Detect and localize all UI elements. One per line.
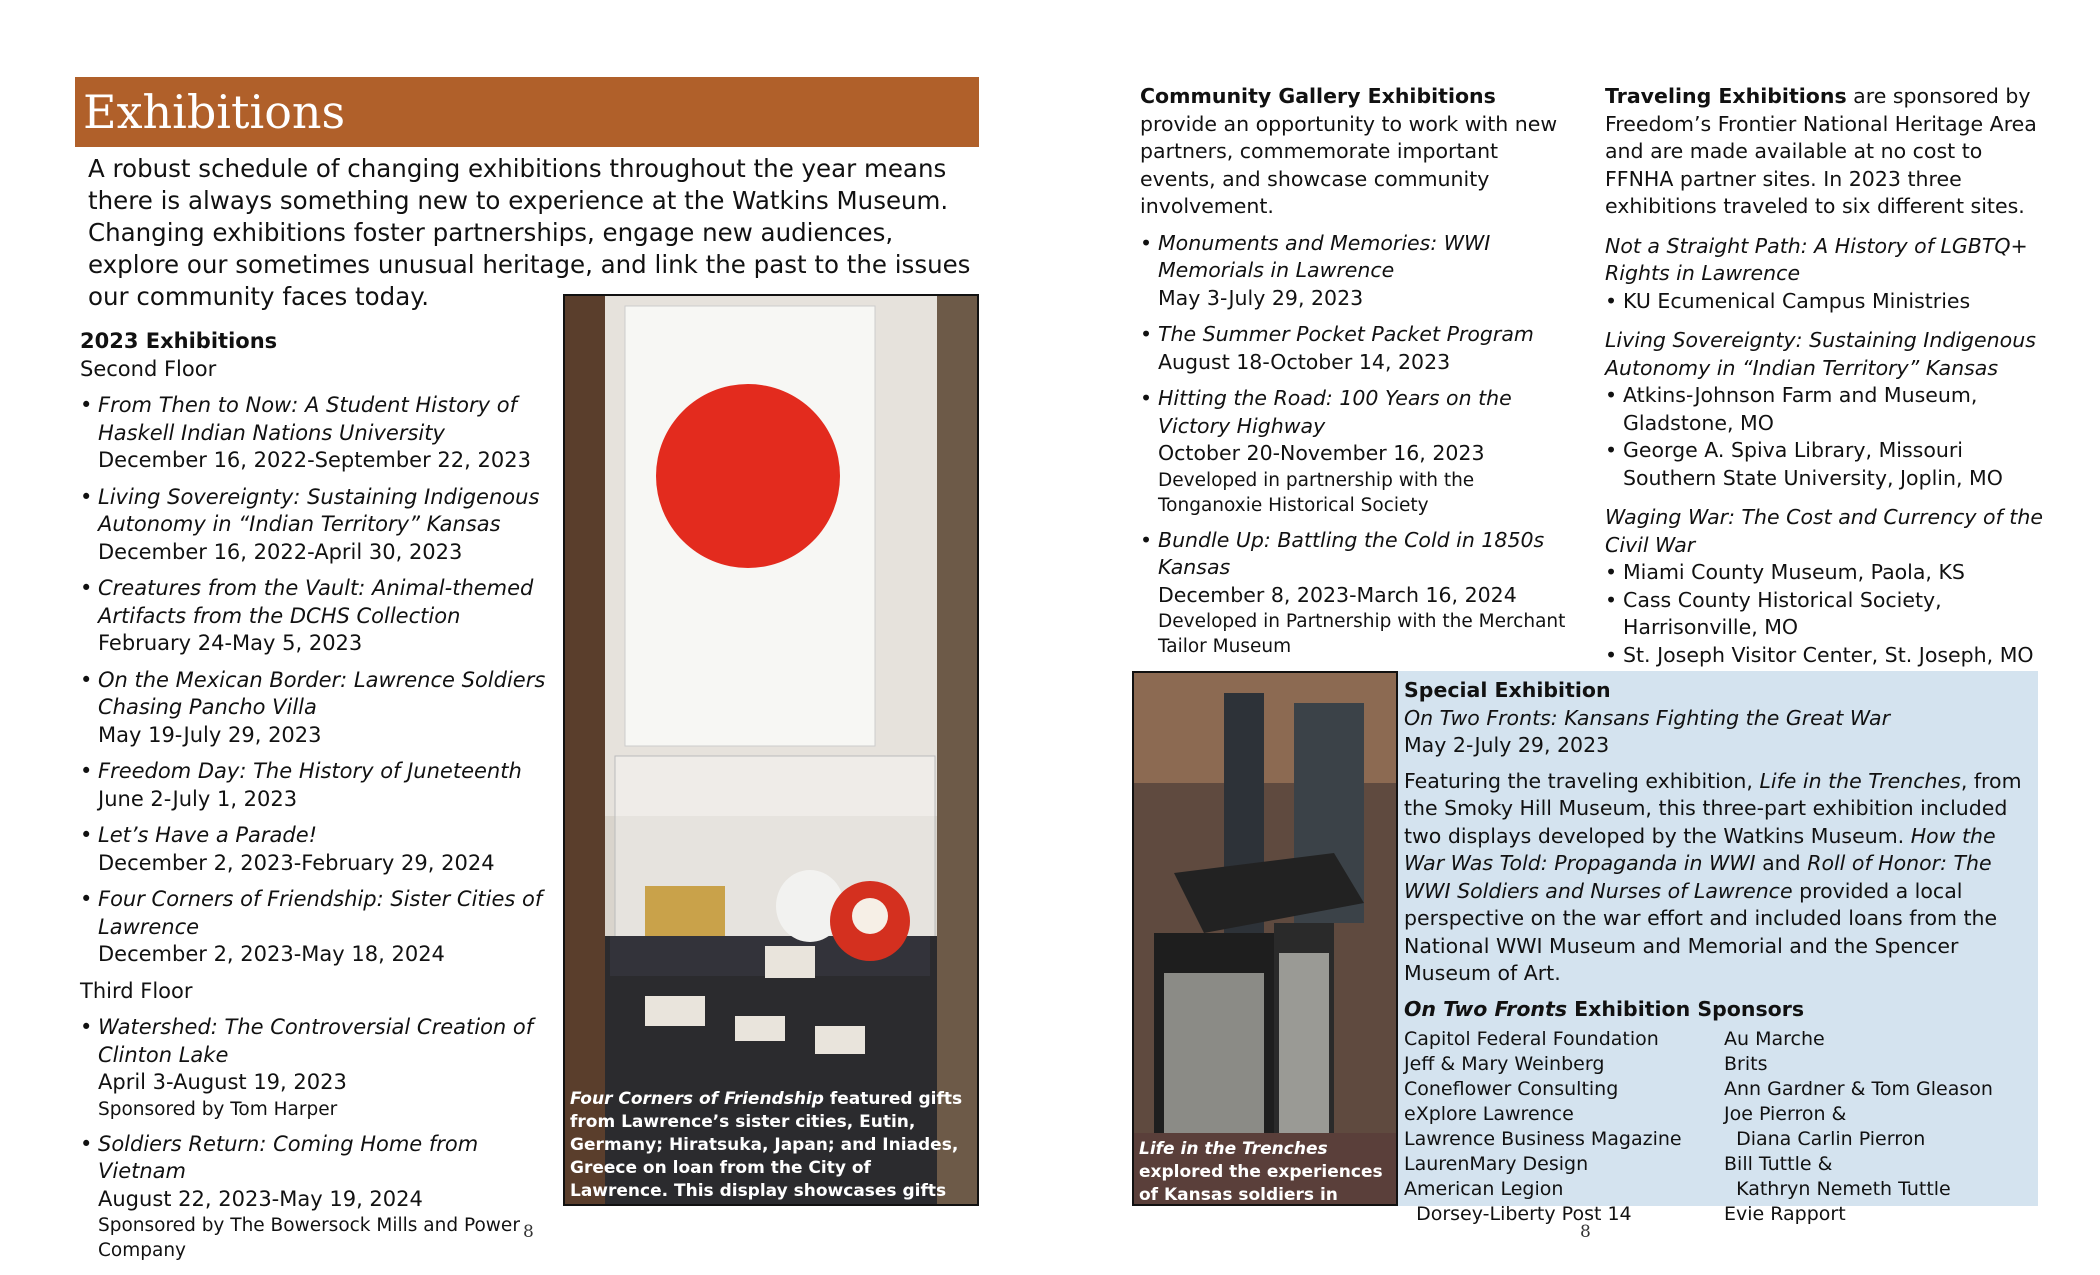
traveling-group — [1605, 504, 2055, 669]
trenches-display-illustration — [1134, 673, 1396, 1204]
sponsor-name: Diana Carlin Pierron — [1724, 1128, 1926, 1150]
photo-life-in-trenches — [1132, 671, 1398, 1228]
special-title: On Two Fronts: Kansans Fighting the Great War — [1404, 705, 1891, 730]
bullet-icon: • — [1605, 438, 1618, 462]
special-desc-7: provided a local perspective on the war effort and included loans from the National WWI Museum and Memorial and the Spencer Museum of Art. — [1404, 878, 1998, 985]
exhibition-title: Let’s Have a Parade! — [98, 823, 318, 847]
photo1-caption-italic: Four Corners of Friendship — [570, 1089, 824, 1109]
exhibition-dates: December 8, 2023-March 16, 2024 — [1158, 582, 1517, 607]
sponsor-name: LaurenMary Design — [1404, 1153, 1589, 1175]
exhibition-item — [1140, 321, 1570, 376]
traveling-intro-text: are sponsored by Freedom’s Frontier National Heritage Area and are made available at no cost to FFNHA partner sites. In 2023 three exhibitions traveled to six different sites. — [1605, 84, 2037, 218]
exhibition-item — [80, 575, 570, 658]
bullet-icon: • — [1605, 642, 1618, 667]
exhibition-title: On the Mexican Border: Lawrence Soldiers Chasing Pancho Villa — [98, 667, 546, 719]
exhibition-title: Monuments and Memories: WWI Memorials in Lawrence — [1158, 230, 1491, 282]
photo2-caption-italic: Life in the Trenches — [1139, 1139, 1328, 1159]
traveling-site — [1605, 288, 2055, 316]
community-intro-text: provide an opportunity to work with new partners, commemorate important events, and showcase community involvement. — [1140, 111, 1558, 218]
special-heading: Special Exhibition — [1404, 678, 1611, 702]
traveling-group — [1605, 327, 2055, 492]
special-desc-6: Roll of Honor: The WWI Soldiers and Nurses of Lawrence — [1404, 851, 1992, 903]
exhibition-title: Freedom Day: The History of Juneteenth — [98, 759, 522, 783]
exhibitions-list-2023 — [80, 328, 570, 1263]
special-desc-5: and — [1755, 851, 1808, 875]
traveling-site-text: Cass County Historical Society, Harrisonville, MO — [1623, 587, 1942, 639]
sponsors-column-2 — [1724, 1027, 1993, 1227]
exhibition-item — [80, 484, 570, 567]
exhibition-dates: December 16, 2022-April 30, 2023 — [98, 539, 463, 564]
third-floor-label: Third Floor — [80, 978, 193, 1003]
sponsor-name: Coneflower Consulting — [1404, 1078, 1619, 1100]
bullet-icon: • — [80, 393, 93, 417]
traveling-site — [1605, 642, 2055, 670]
exhibition-title: Living Sovereignty: Sustaining Indigenous Autonomy in “Indian Territory” Kansas — [98, 484, 540, 536]
photo1-caption-text: featured gifts from Lawrence’s sister cities, Eutin, Germany; Hiratsuka, Japan; and Iniades, Greece on loan from the City of Lawrence. This display showcases gifts from Hiratsuka. — [570, 1089, 963, 1224]
exhibition-item — [80, 1014, 570, 1122]
sponsor-name: Joe Pierron & — [1724, 1103, 1847, 1125]
traveling-exhibitions-column — [1605, 83, 2055, 669]
traveling-group — [1605, 233, 2055, 316]
bullet-icon: • — [1140, 386, 1153, 410]
exhibition-item — [80, 667, 570, 750]
traveling-site — [1605, 559, 2055, 587]
sponsors-heading-italic: On Two Fronts — [1404, 996, 1568, 1021]
exhibition-dates: February 24-May 5, 2023 — [98, 631, 363, 655]
special-description — [1404, 768, 2032, 988]
sponsors-heading-text: Exhibition Sponsors — [1567, 996, 1805, 1021]
community-intro-bold: Community Gallery Exhibitions — [1140, 84, 1496, 108]
sponsors-column-1 — [1404, 1027, 1704, 1227]
exhibition-note: Developed in Partnership with the Merchant Tailor Museum — [1158, 611, 1566, 657]
exhibition-title: Four Corners of Friendship: Sister Cities of Lawrence — [98, 887, 543, 939]
second-floor-list — [80, 392, 570, 969]
exhibition-note: Sponsored by The Bowersock Mills and Power Company — [98, 1215, 520, 1261]
traveling-title: Waging War: The Cost and Currency of the Civil War — [1605, 505, 2043, 557]
exhibition-title: Bundle Up: Battling the Cold in 1850s Kansas — [1158, 527, 1545, 579]
photo2-caption — [1139, 1138, 1389, 1230]
exhibition-dates: December 16, 2022-September 22, 2023 — [98, 448, 531, 472]
exhibition-title: Hitting the Road: 100 Years on the Victory Highway — [1158, 386, 1512, 438]
community-gallery-column — [1140, 83, 1570, 659]
bullet-icon: • — [80, 1131, 93, 1156]
sponsor-name: Kathryn Nemeth Tuttle — [1724, 1178, 1951, 1200]
traveling-title: Living Sovereignty: Sustaining Indigenous Autonomy in “Indian Territory” Kansas — [1605, 328, 2036, 380]
sponsors-heading — [1404, 996, 2032, 1024]
traveling-title: Not a Straight Path: A History of LGBTQ+ Rights in Lawrence — [1605, 233, 2028, 285]
bullet-icon: • — [80, 576, 93, 600]
sponsor-name: Ann Gardner & Tom Gleason — [1724, 1078, 1993, 1100]
exhibition-dates: May 3-July 29, 2023 — [1158, 285, 1364, 310]
bullet-icon: • — [80, 667, 93, 692]
page-number-right: 8 — [1580, 1222, 1591, 1242]
special-dates: May 2-July 29, 2023 — [1404, 733, 1610, 757]
exhibition-title: Soldiers Return: Coming Home from Vietnam — [98, 1131, 479, 1183]
traveling-site-text: St. Joseph Visitor Center, St. Joseph, MO — [1623, 642, 2034, 667]
exhibition-title: The Summer Pocket Packet Program — [1158, 322, 1534, 346]
sponsor-name: Brits — [1724, 1053, 1768, 1075]
photo1-caption — [570, 1088, 970, 1226]
exhibition-item — [1140, 385, 1570, 518]
community-list — [1140, 230, 1570, 660]
bullet-icon: • — [1605, 288, 1618, 313]
traveling-site — [1605, 587, 2055, 642]
traveling-site — [1605, 382, 2055, 437]
bullet-icon: • — [80, 484, 93, 509]
exhibition-dates: August 22, 2023-May 19, 2024 — [98, 1186, 423, 1211]
traveling-site-text: Miami County Museum, Paola, KS — [1623, 560, 1965, 584]
intro-paragraph: A robust schedule of changing exhibitions throughout the year means there is always something new to experience at the Watkins Museum. Changing exhibitions foster partnerships, engage new audiences, explore our sometimes unusual heritage, and link the past to the issues our community faces today. — [88, 154, 971, 311]
second-floor-label: Second Floor — [80, 356, 217, 381]
exhibition-note: Developed in partnership with the Tonganoxie Historical Society — [1158, 469, 1475, 516]
exhibitions-heading: 2023 Exhibitions — [80, 329, 278, 353]
sponsor-name: Jeff & Mary Weinberg — [1404, 1053, 1605, 1075]
bullet-icon: • — [80, 887, 93, 911]
bullet-icon: • — [80, 823, 93, 847]
sponsor-name: Dorsey-Liberty Post 14 — [1404, 1203, 1632, 1225]
traveling-site-text: KU Ecumenical Campus Ministries — [1623, 288, 1971, 313]
exhibition-dates: August 18-October 14, 2023 — [1158, 349, 1451, 374]
special-exhibition-box — [1398, 671, 2038, 1225]
photo-japanese-flag-display — [563, 294, 979, 1224]
third-floor-list — [80, 1014, 570, 1263]
exhibition-dates: December 2, 2023-February 29, 2024 — [98, 850, 495, 875]
traveling-site-text: George A. Spiva Library, Missouri Southern State University, Joplin, MO — [1623, 438, 2003, 490]
exhibition-item — [80, 822, 570, 877]
section-title: Exhibitions — [75, 77, 979, 147]
bullet-icon: • — [1605, 383, 1618, 407]
flag-display-illustration — [565, 296, 977, 1204]
exhibition-title: Watershed: The Controversial Creation of Clinton Lake — [98, 1015, 534, 1067]
bullet-icon: • — [1140, 322, 1153, 346]
exhibition-item — [80, 886, 570, 969]
traveling-list — [1605, 233, 2055, 670]
exhibition-title: Creatures from the Vault: Animal-themed Artifacts from the DCHS Collection — [98, 576, 534, 628]
exhibition-dates: December 2, 2023-May 18, 2024 — [98, 942, 445, 966]
exhibition-item — [80, 1131, 570, 1264]
exhibition-dates: April 3-August 19, 2023 — [98, 1070, 347, 1094]
special-desc-4: How the War Was Told: Propaganda in WWI — [1404, 823, 1996, 875]
exhibition-title: From Then to Now: A Student History of Haskell Indian Nations University — [98, 393, 517, 445]
exhibition-item — [1140, 230, 1570, 313]
sponsor-name: Capitol Federal Foundation — [1404, 1028, 1659, 1050]
exhibition-note: Sponsored by Tom Harper — [98, 1098, 338, 1120]
exhibition-dates: October 20-November 16, 2023 — [1158, 441, 1485, 465]
bullet-icon: • — [1140, 230, 1153, 255]
traveling-site — [1605, 437, 2055, 492]
photo2-caption-text: explored the experiences of Kansas soldiers in World War I. — [1139, 1162, 1383, 1228]
traveling-site-text: Atkins-Johnson Farm and Museum, Gladstone, MO — [1623, 383, 1978, 435]
sponsor-name: eXplore Lawrence — [1404, 1103, 1574, 1125]
bullet-icon: • — [1605, 560, 1618, 584]
sponsors-list — [1404, 1027, 2032, 1227]
exhibition-item — [1140, 527, 1570, 660]
page-number-left: 8 — [523, 1222, 534, 1242]
special-desc-2: Life in the Trenches — [1759, 768, 1961, 793]
community-intro — [1140, 83, 1570, 221]
bullet-icon: • — [80, 759, 93, 783]
sponsor-name: Evie Rapport — [1724, 1203, 1846, 1225]
bullet-icon: • — [80, 1015, 93, 1039]
sponsor-name: American Legion — [1404, 1178, 1564, 1200]
exhibition-item — [80, 758, 570, 813]
traveling-intro-bold: Traveling Exhibitions — [1605, 84, 1847, 108]
sponsor-name: Au Marche — [1724, 1028, 1825, 1050]
exhibition-dates: May 19-July 29, 2023 — [98, 722, 322, 747]
exhibition-dates: June 2-July 1, 2023 — [98, 786, 298, 811]
sponsor-name: Bill Tuttle & — [1724, 1153, 1833, 1175]
special-desc-3: , from the Smoky Hill Museum, this three-part exhibition included two displays developed by the Watkins Museum. — [1404, 768, 2022, 848]
bullet-icon: • — [1605, 587, 1618, 612]
sponsor-name: Lawrence Business Magazine — [1404, 1128, 1682, 1150]
bullet-icon: • — [1140, 527, 1153, 552]
traveling-intro — [1605, 83, 2055, 221]
exhibition-item — [80, 392, 570, 475]
special-desc-1: Featuring the traveling exhibition, — [1404, 768, 1760, 793]
